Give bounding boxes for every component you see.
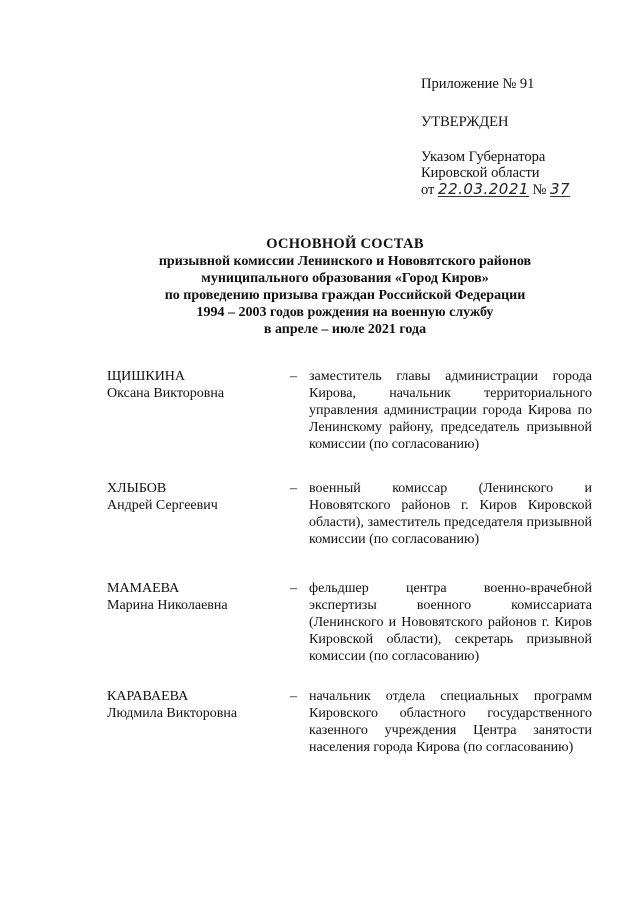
- title-line: по проведению призыва граждан Российской Федерации: [164, 288, 526, 303]
- member-name: [107, 480, 287, 514]
- member-given-names: Андрей Сергеевич: [107, 498, 218, 513]
- member-surname: ХЛЫБОВ: [107, 481, 167, 496]
- decree-date-row: [421, 182, 570, 199]
- member-name: [107, 580, 287, 614]
- title-line: призывной комиссии Ленинского и Нововятского районов: [158, 254, 532, 269]
- decree-line-1: Указом Губернатора: [421, 149, 546, 165]
- member-given-names: Оксана Викторовна: [107, 386, 225, 401]
- member-dash: –: [290, 581, 297, 596]
- title-line: муниципального образования «Город Киров»: [201, 271, 489, 286]
- member-role: фельдшер центра военно-врачебной экспертизы военного комиссариата (Ленинского и Нововятского районов г. Киров Кировской области), секретарь призывной комиссии (по согласованию): [309, 581, 592, 664]
- member-surname: МАМАЕВА: [107, 581, 180, 596]
- member-role: военный комиссар (Ленинского и Нововятского районов г. Киров Кировской области), заместитель председателя призывной комиссии (по согласованию): [309, 481, 592, 547]
- title-line: 1994 – 2003 годов рождения на военную службу: [196, 305, 494, 320]
- title-line: в апреле – июле 2021 года: [263, 322, 427, 337]
- member-name: [107, 368, 287, 402]
- approved-label: УТВЕРЖДЕН: [421, 114, 509, 130]
- member-given-names: Людмила Викторовна: [107, 706, 238, 721]
- member-role: заместитель главы администрации города Кирова, начальник территориального управления администрации города Кирова по Ленинскому району, председатель призывной комиссии (по согласованию): [309, 369, 592, 452]
- number-prefix: №: [532, 182, 547, 198]
- decree-line-2: Кировской области: [421, 165, 540, 181]
- member-dash: –: [290, 369, 297, 384]
- appendix-number: Приложение № 91: [421, 76, 535, 92]
- member-given-names: Марина Николаевна: [107, 598, 228, 613]
- title-main: ОСНОВНОЙ СОСТАВ: [266, 236, 424, 252]
- member-dash: –: [290, 481, 297, 496]
- decree-date-handwritten: 22.03.2021: [438, 180, 529, 198]
- member-dash: –: [290, 689, 297, 704]
- member-surname: КАРАВАЕВА: [107, 689, 189, 704]
- decree-number-handwritten: 37: [550, 180, 571, 198]
- member-surname: ЩИШКИНА: [107, 369, 186, 384]
- member-name: [107, 688, 287, 722]
- member-role: начальник отдела специальных программ Кировского областного государственного казенного учреждения Центра занятости населения города Кирова (по согласованию): [309, 689, 592, 755]
- document-title: [100, 236, 590, 338]
- date-prefix: от: [421, 182, 435, 198]
